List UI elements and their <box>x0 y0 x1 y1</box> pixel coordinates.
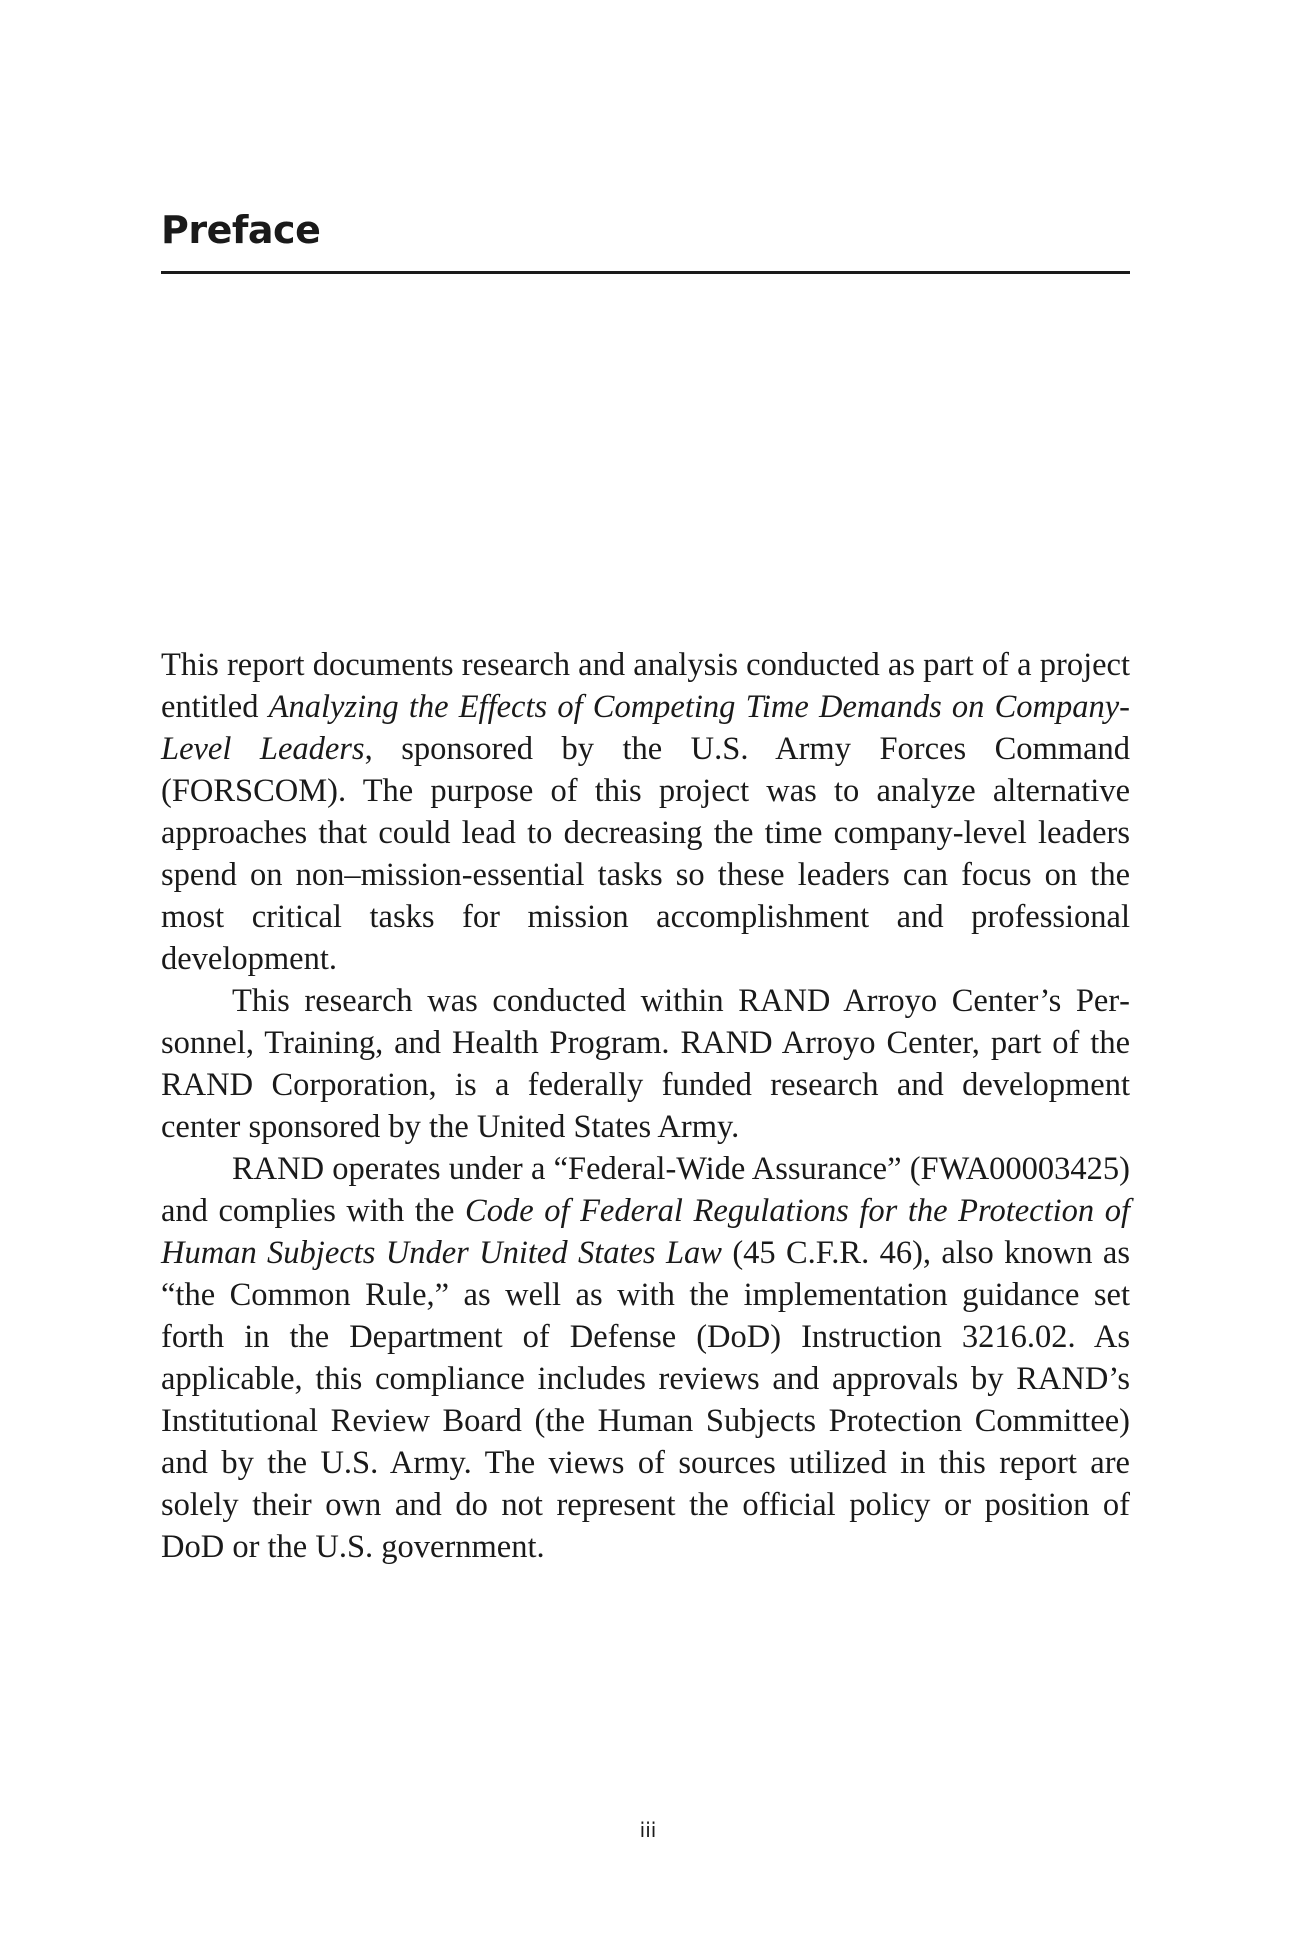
paragraph-3-text-b: (45 C.F.R. 46), also known as “the Common Rule,” as well as with the implementation guidance set forth in the Department of Defense (DoD) Instruction 3216.02. As applicable, this compliance includes reviews and approvals by RAND’s Institutional Review Board (the Human Subjects Protection Committee) and by the U.S. Army. The views of sources utilized in this report are solely their own and do not represent the official policy or position of DoD or the U.S. government. <box>161 1235 1130 1565</box>
paragraph-3 <box>161 1148 1130 1568</box>
paragraph-2 <box>161 980 1130 1148</box>
paragraph-3-text-a: RAND operates under a “Federal-Wide Assurance” (FWA00003425) and complies with the <box>161 1151 1130 1229</box>
body-text <box>161 644 1130 1568</box>
heading-rule <box>161 271 1130 274</box>
page-number: iii <box>639 1818 657 1842</box>
project-title: Analyzing the Effects of Competing Time Demands on Company-Level Leaders <box>161 689 1131 767</box>
paragraph-1-text-a: This report documents research and analysis conducted as part of a project entitled <box>161 647 1130 725</box>
regulation-title: Code of Federal Regulations for the Protection of Human Subjects Under United States Law <box>161 1193 1130 1271</box>
page-title: Preface <box>161 208 321 252</box>
paragraph-2-text: This research was conducted within RAND Arroyo Center’s Personnel, Training, and Health Program. RAND Arroyo Center, part of the RAND Corporation, is a federally funded research and development center sponsored by the United States Army. <box>161 983 1130 1145</box>
paragraph-1-text-b: , sponsored by the U.S. Army Forces Command (FORSCOM). The purpose of this project was to analyze alternative approaches that could lead to decreasing the time company-level leaders spend on non–mission-essential tasks so these leaders can focus on the most critical tasks for mission accomplishment and professional development. <box>161 731 1130 977</box>
paragraph-1 <box>161 644 1130 980</box>
